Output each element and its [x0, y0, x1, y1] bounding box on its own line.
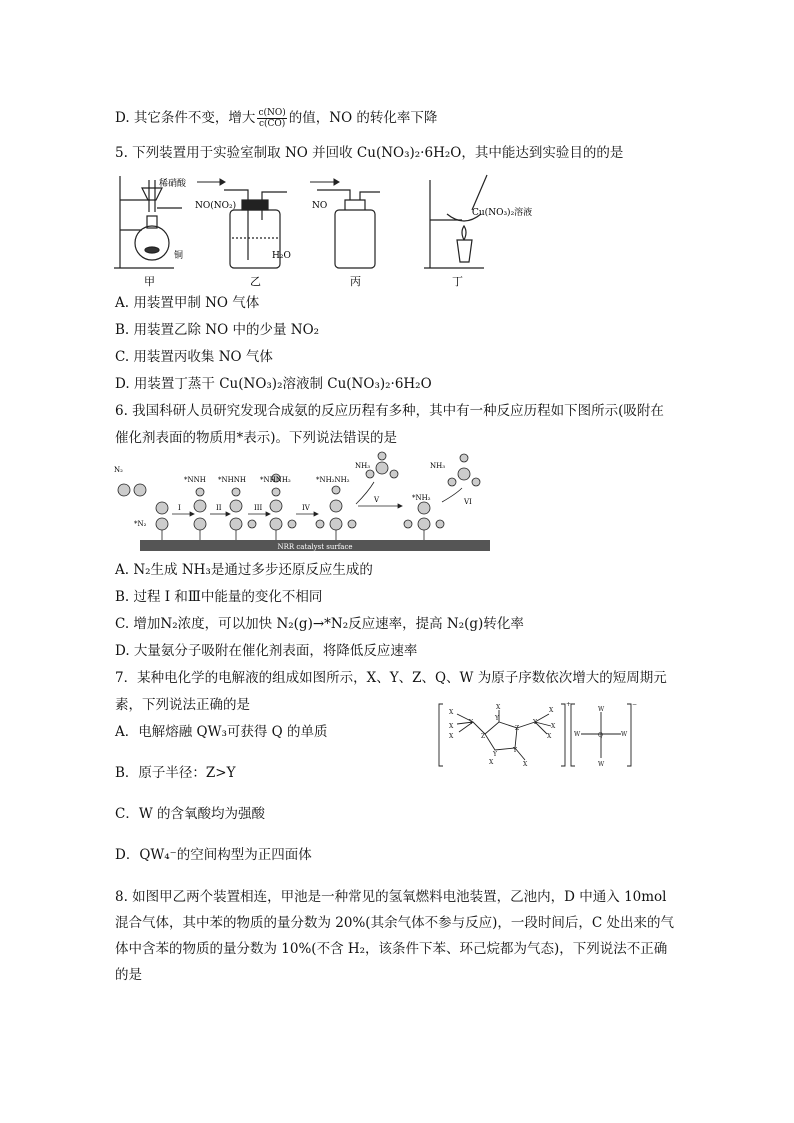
label-gas-in-bing: NO: [312, 201, 328, 211]
round-flask-jia: [135, 226, 169, 260]
svg-text:Y: Y: [533, 719, 537, 726]
label-nhnh: *NHNH: [218, 476, 246, 484]
label-solution: Cu(NO₃)₂溶液: [472, 208, 533, 218]
step-2-label: II: [216, 504, 222, 512]
q8-stem-line1: 8. 如图甲乙两个装置相连，甲池是一种常见的氢氧燃料电池装置，乙池内，D 中通入 10mol: [115, 889, 667, 905]
q5-apparatus-figure: [112, 170, 542, 290]
label-bing: 丙: [350, 275, 361, 288]
collect-bottle-bing: [335, 210, 375, 268]
label-water: H₂O: [272, 251, 291, 261]
fraction-denominator: c(CO): [258, 119, 286, 129]
label-ding: 丁: [452, 275, 463, 288]
label-nh3-first: NH₃: [355, 462, 371, 470]
q5-option-a: A. 用装置甲制 NO 气体: [115, 295, 260, 311]
label-nhnh2: *NHNH₂: [260, 476, 291, 484]
svg-text:+: +: [566, 701, 572, 708]
step-1-label: I: [178, 504, 181, 512]
svg-text:X: X: [549, 707, 554, 714]
svg-text:Z: Z: [515, 725, 520, 732]
svg-text:X: X: [523, 761, 528, 768]
q7-stem-line1: 7．某种电化学的电解液的组成如图所示，X、Y、Z、Q、W 为原子序数依次增大的短周期元: [115, 670, 667, 686]
svg-text:X: X: [489, 759, 494, 766]
label-nh2nh2: *NH₂NH₂: [316, 476, 350, 484]
q5-option-b: B. 用装置乙除 NO 中的少量 NO₂: [115, 322, 320, 338]
q7-option-c: C．W 的含氧酸均为强酸: [115, 806, 265, 822]
svg-text:X: X: [449, 709, 454, 716]
label-nnh: *NNH: [184, 476, 206, 484]
q4-option-d-prefix: D. 其它条件不变，增大: [115, 110, 256, 126]
label-copper: 铜: [174, 251, 184, 261]
svg-text:X: X: [551, 723, 556, 730]
cation-bracket-right: [561, 704, 565, 766]
label-nh2: *NH₂: [412, 494, 431, 502]
q6-stem-line1: 6. 我国科研人员研究发现合成氨的反应历程有多种，其中有一种反应历程如下图所示(吸附在: [115, 403, 664, 419]
label-n2-adsorbed: *N₂: [134, 520, 147, 528]
cation-bracket-left: [439, 704, 443, 766]
q7-option-b: B．原子半径：Z>Y: [115, 765, 236, 781]
svg-text:Y: Y: [469, 719, 473, 726]
svg-text:Q: Q: [598, 732, 603, 739]
q7-stem-line2: 素，下列说法正确的是: [115, 697, 250, 713]
svg-text:Z: Z: [481, 733, 486, 740]
svg-text:X: X: [449, 723, 454, 730]
label-yi: 乙: [250, 275, 261, 288]
svg-text:Y: Y: [513, 747, 517, 754]
q8-stem-line3: 体中含苯的物质的量分数为 10%(不含 H₂，该条件下苯、环己烷都为气态)，下列说法不正确: [115, 941, 668, 957]
label-gas-in-yi: NO(NO₂): [195, 201, 237, 211]
q6-option-d: D. 大量氨分子吸附在催化剂表面，将降低反应速率: [115, 643, 418, 659]
q8-stem-line4: 的是: [115, 967, 142, 983]
glass-rod: [472, 175, 487, 210]
q6-reaction-pathway-figure: [112, 448, 496, 556]
five-membered-ring: [485, 722, 520, 750]
q6-option-a: A. N₂生成 NH₃是通过多步还原反应生成的: [115, 562, 373, 578]
q5-option-c: C. 用装置丙收集 NO 气体: [115, 349, 273, 365]
step-5-label: V: [374, 496, 380, 504]
label-n2: N₂: [114, 466, 123, 474]
svg-text:W: W: [598, 706, 605, 713]
anion-bracket-right: [627, 704, 631, 766]
q4-option-d: [115, 108, 437, 129]
svg-text:X: X: [496, 704, 501, 711]
label-jia: 甲: [144, 275, 155, 288]
concentration-ratio-fraction: [257, 108, 286, 129]
label-catalyst-surface: NRR catalyst surface: [277, 543, 353, 551]
svg-text:X: X: [449, 733, 454, 740]
label-nh3-second: NH₃: [430, 462, 446, 470]
label-dilute-nitric-acid: 稀硝酸: [159, 179, 187, 189]
separatory-funnel: [149, 180, 155, 212]
q7-option-a: A．电解熔融 QW₃可获得 Q 的单质: [115, 724, 328, 740]
step-4-label: IV: [302, 504, 310, 512]
q5-option-d: D. 用装置丁蒸干 Cu(NO₃)₂溶液制 Cu(NO₃)₂·6H₂O: [115, 376, 432, 392]
q4-option-d-suffix: 的值，NO 的转化率下降: [288, 110, 438, 126]
svg-text:W: W: [574, 731, 581, 738]
fraction-numerator: c(NO): [258, 108, 286, 118]
svg-text:−: −: [632, 701, 637, 708]
svg-text:Y: Y: [493, 751, 497, 758]
svg-text:Y: Y: [495, 715, 499, 722]
q7-ionic-structure-figure: [437, 700, 637, 772]
q8-stem-line2: 混合气体，其中苯的物质的量分数为 20%(其余气体不参与反应)，一段时间后，C 处出来的气: [115, 915, 674, 931]
q6-option-c: C. 增加N₂浓度，可以加快 N₂(g)→*N₂反应速率，提高 N₂(g)转化率: [115, 616, 524, 632]
q6-stem-line2: 催化剂表面的物质用*表示)。下列说法错误的是: [115, 430, 398, 446]
step-6-label: VI: [464, 498, 472, 506]
alcohol-lamp: [457, 240, 472, 262]
step-3-label: III: [254, 504, 263, 512]
q7-option-d: D．QW₄⁻的空间构型为正四面体: [115, 847, 312, 863]
svg-text:W: W: [621, 731, 628, 738]
svg-text:W: W: [598, 761, 605, 768]
q5-stem: 5. 下列装置用于实验室制取 NO 并回收 Cu(NO₃)₂·6H₂O，其中能达到实验目的的是: [115, 145, 624, 161]
q6-option-b: B. 过程 I 和Ⅲ中能量的变化不相同: [115, 589, 323, 605]
svg-text:X: X: [547, 733, 552, 740]
